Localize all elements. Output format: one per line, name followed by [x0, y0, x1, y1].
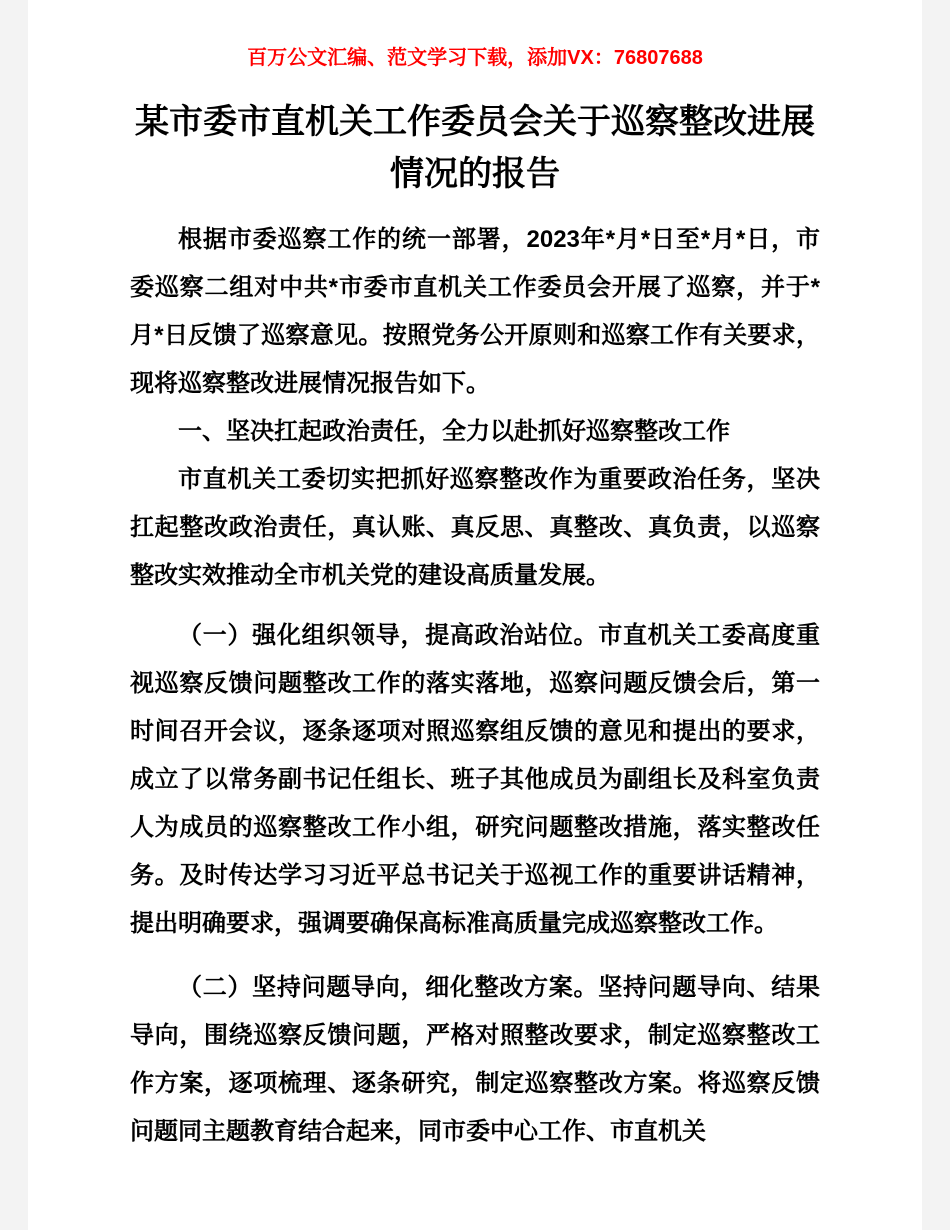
promo-notice-text: 百万公文汇编、范文学习下载，添加VX：76807688: [247, 47, 703, 69]
document-title: 某市委市直机关工作委员会关于巡察整改进展情况的报告: [135, 103, 815, 193]
paragraph-subsection-2: （二）坚持问题导向，细化整改方案。坚持问题导向、结果导向，围绕巡察反馈问题，严格对照整改要求，制定巡察整改工作方案，逐项梳理、逐条研究，制定巡察整改方案。将巡察反馈问题同主题教育结合起来，同市委中心工作、市直机关: [130, 974, 820, 1145]
paragraph-intro: 根据市委巡察工作的统一部署，2023年*月*日至*月*日，市委巡察二组对中共*市委市直机关工作委员会开展了巡察，并于*月*日反馈了巡察意见。按照党务公开原则和巡察工作有关要求，现将巡察整改进展情况报告如下。: [130, 226, 820, 397]
paragraph-subsection-1: （一）强化组织领导，提高政治站位。市直机关工委高度重视巡察反馈问题整改工作的落实落地，巡察问题反馈会后，第一时间召开会议，逐条逐项对照巡察组反馈的意见和提出的要求，成立了以常务副书记任组长、班子其他成员为副组长及科室负责人为成员的巡察整改工作小组，研究问题整改措施，落实整改任务。及时传达学习习近平总书记关于巡视工作的重要讲话精神，提出明确要求，强调要确保高标准高质量完成巡察整改工作。: [130, 622, 820, 937]
document-page: [28, 0, 922, 1230]
paragraph-section-1-intro: 市直机关工委切实把抓好巡察整改作为重要政治任务，坚决扛起整改政治责任，真认账、真反思、真整改、真负责，以巡察整改实效推动全市机关党的建设高质量发展。: [130, 466, 820, 589]
section-heading-1: 一、坚决扛起政治责任，全力以赴抓好巡察整改工作: [178, 418, 730, 445]
